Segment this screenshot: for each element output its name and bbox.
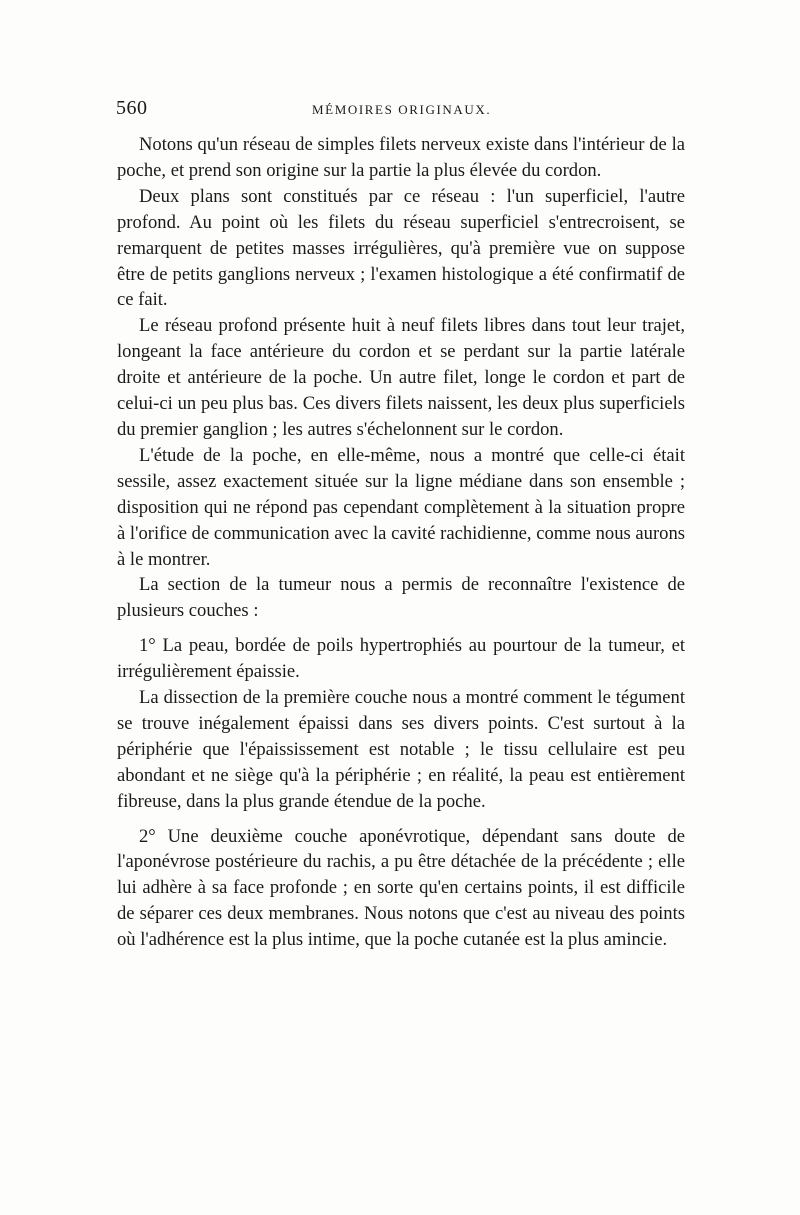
paragraph-nerve-network: Notons qu'un réseau de simples filets nerveux existe dans l'intérieur de la poche, et prend son origine sur la partie la plus élevée du cordon. <box>117 134 685 181</box>
page-number: 560 <box>116 97 148 119</box>
paragraph-aponeurotic-layer: 2° Une deuxième couche aponévrotique, dépendant sans doute de l'aponévrose postérieure du rachis, a pu être détachée de la précédente ; elle lui adhère à sa face profonde ; en sorte qu'en certains points, il est difficile de séparer ces deux membranes. Nous notons que c'est au niveau des points où l'adhérence est la plus intime, que la poche cutanée est la plus amincie. <box>117 825 685 951</box>
section-title: MÉMOIRES ORIGINAUX. <box>312 102 492 117</box>
paragraph-two-planes: Deux plans sont constitués par ce réseau : l'un superficiel, l'autre profond. Au point où les filets du réseau superficiel s'entrecroisent, se remarquent de petites masses irrégulières, qu'à première vue on suppose être de petits ganglions nerveux ; l'examen histologique a été confirmatif de ce fait. <box>117 185 685 311</box>
running-head <box>116 97 686 121</box>
paragraph-pouch-study: L'étude de la poche, en elle-même, nous a montré que celle-ci était sessile, assez exactement située sur la ligne médiane dans son ensemble ; disposition qui ne répond pas cependant complètement à la situation propre à l'orifice de communication avec la cavité rachidienne, comme nous aurons à le montrer. <box>117 444 685 570</box>
paragraph-skin-layer: 1° La peau, bordée de poils hypertrophiés au pourtour de la tumeur, et irrégulièrement épaissie. <box>117 635 685 683</box>
paragraph-deep-network: Le réseau profond présente huit à neuf filets libres dans tout leur trajet, longeant la face antérieure du cordon et se perdant sur la partie latérale droite et antérieure de la poche. Un autre filet, longe le cordon et part de celui-ci un peu plus bas. Ces divers filets naissent, les deux plus superficiels du premier ganglion ; les autres s'échelonnent sur le cordon. <box>117 315 685 440</box>
body-text <box>117 132 685 953</box>
paragraph-tumor-section: La section de la tumeur nous a permis de reconnaître l'existence de plusieurs couches : <box>117 574 685 622</box>
paragraph-dissection: La dissection de la première couche nous a montré comment le tégument se trouve inégalement épaissi dans ses divers points. C'est surtout à la périphérie que l'épaississement est notable ; le tissu cellulaire est peu abondant et ne siège qu'à la périphérie ; en réalité, la peau est entièrement fibreuse, dans la plus grande étendue de la poche. <box>117 687 685 812</box>
